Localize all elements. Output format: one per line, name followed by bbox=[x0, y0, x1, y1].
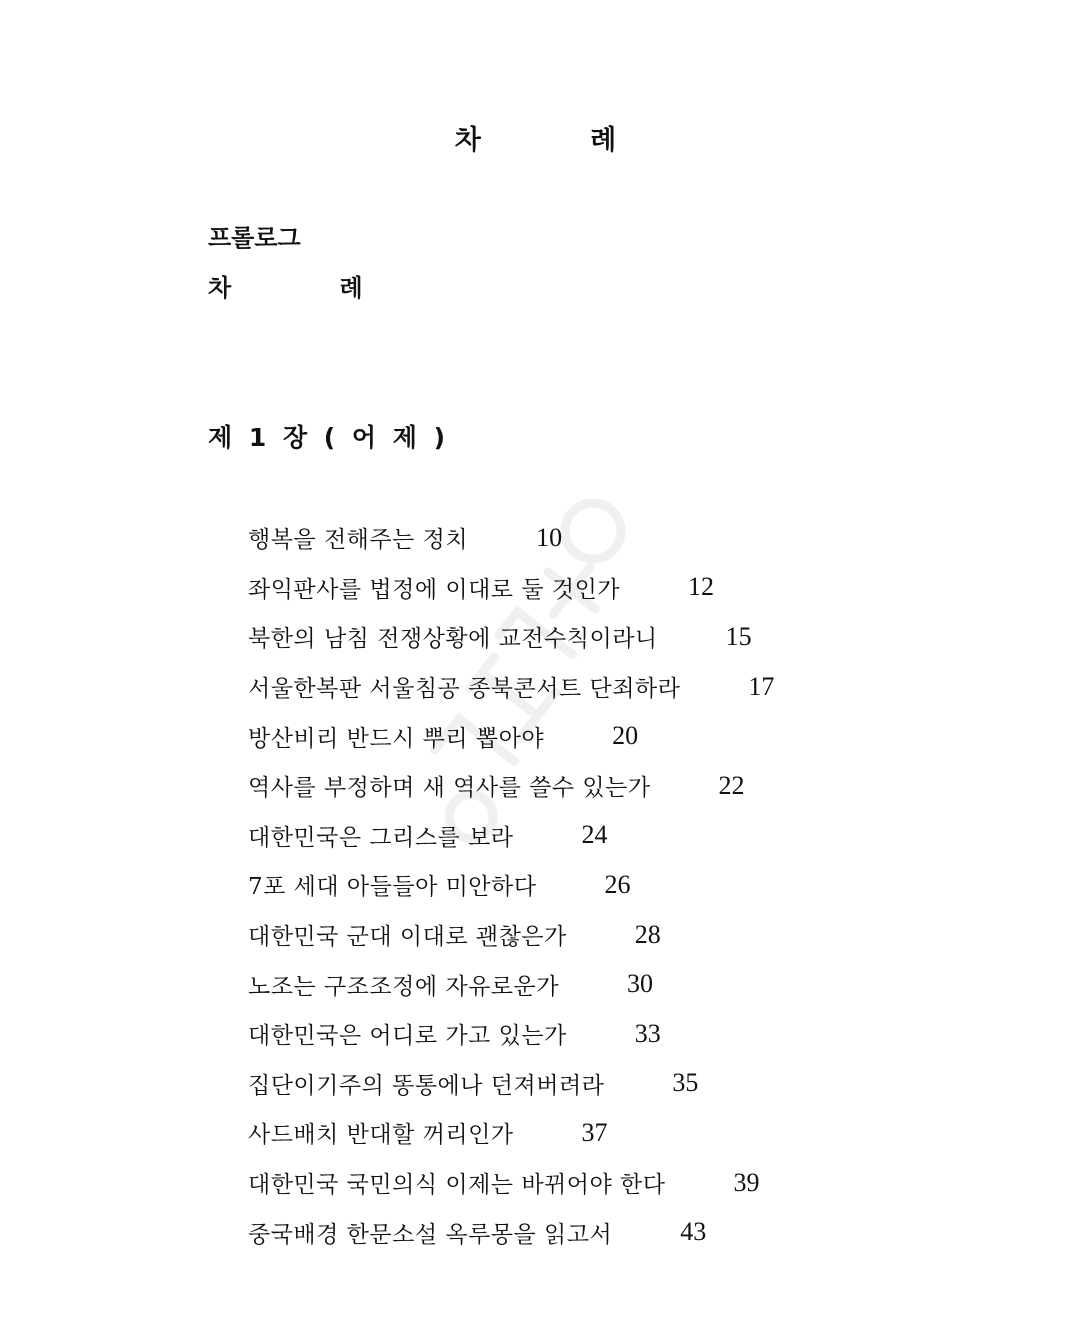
toc-entry-page: 39 bbox=[733, 1167, 760, 1197]
toc-entry-title: 중국배경 한문소설 옥루몽을 읽고서 bbox=[248, 1221, 613, 1248]
toc-entry-page: 10 bbox=[536, 522, 563, 552]
toc-entry bbox=[248, 563, 774, 613]
front-matter bbox=[208, 218, 413, 318]
toc-entry bbox=[248, 910, 774, 960]
toc-entry-title: 좌익판사를 법정에 이대로 둘 것인가 bbox=[248, 576, 621, 603]
toc-entry bbox=[248, 1207, 774, 1257]
toc-entry-page: 12 bbox=[688, 572, 715, 602]
toc-entry-page: 24 bbox=[581, 820, 608, 850]
toc-entry-page: 26 bbox=[604, 869, 631, 899]
toc-entry-title: 사드배치 반대할 꺼리인가 bbox=[248, 1122, 514, 1149]
toc-entry-title: 대한민국은 어디로 가고 있는가 bbox=[248, 1023, 567, 1050]
toc-entry-page: 28 bbox=[634, 919, 661, 949]
toc-entry-title: 서울한복판 서울침공 종북콘서트 단죄하라 bbox=[248, 676, 681, 703]
toc-entry bbox=[248, 1009, 774, 1059]
toc-entry-title: 역사를 부정하며 새 역사를 쓸수 있는가 bbox=[248, 775, 651, 802]
toc-entry-page: 37 bbox=[581, 1117, 608, 1147]
toc-entry bbox=[248, 1059, 774, 1109]
page-title: 차 례 bbox=[454, 125, 667, 156]
chapter-heading: 제 1 장 ( 어 제 ) bbox=[208, 423, 450, 452]
toc-entry-title: 집단이기주의 똥통에나 던져버려라 bbox=[248, 1072, 605, 1099]
toc-entry bbox=[248, 1108, 774, 1158]
toc-entry-title: 7포 세대 아들들아 미안하다 bbox=[248, 874, 537, 901]
toc-entry-page: 35 bbox=[672, 1068, 699, 1098]
toc-entry bbox=[248, 513, 774, 563]
toc-entry-title: 노조는 구조조정에 자유로운가 bbox=[248, 973, 559, 1000]
toc-entry-title: 행복을 전해주는 정치 bbox=[248, 527, 469, 554]
toc-entry bbox=[248, 1158, 774, 1208]
front-item-prologue: 프롤로그 bbox=[208, 224, 301, 252]
toc-entry-title: 방산비리 반드시 뿌리 뽑아야 bbox=[248, 725, 545, 752]
table-of-contents bbox=[248, 513, 774, 1257]
toc-entry-page: 43 bbox=[680, 1217, 707, 1247]
toc-entry-title: 북한의 남침 전쟁상황에 교전수칙이라니 bbox=[248, 626, 658, 653]
toc-entry-page: 15 bbox=[725, 621, 752, 651]
toc-entry bbox=[248, 662, 774, 712]
toc-entry-page: 30 bbox=[626, 969, 653, 999]
toc-entry-page: 22 bbox=[718, 770, 745, 800]
toc-entry-title: 대한민국은 그리스를 보라 bbox=[248, 824, 514, 851]
toc-entry bbox=[248, 711, 774, 761]
toc-entry-page: 20 bbox=[612, 721, 639, 751]
toc-entry bbox=[248, 860, 774, 910]
toc-entry bbox=[248, 761, 774, 811]
toc-entry bbox=[248, 612, 774, 662]
toc-entry-page: 33 bbox=[634, 1018, 661, 1048]
toc-entry bbox=[248, 811, 774, 861]
toc-entry-page: 17 bbox=[748, 671, 775, 701]
toc-entry-title: 대한민국 군대 이대로 괜찮은가 bbox=[248, 924, 567, 951]
toc-entry-title: 대한민국 국민의식 이제는 바뀌어야 한다 bbox=[248, 1172, 666, 1199]
toc-entry bbox=[248, 959, 774, 1009]
front-item-contents: 차 례 bbox=[208, 274, 413, 302]
